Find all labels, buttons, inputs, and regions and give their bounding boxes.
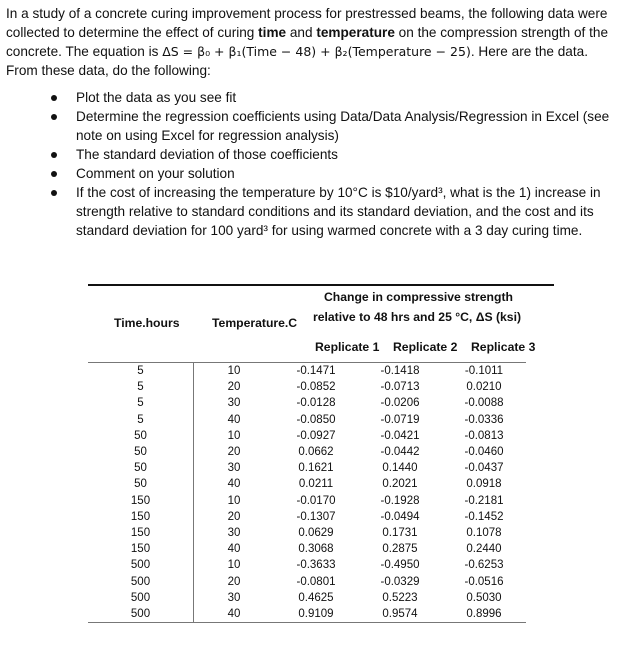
table-row bbox=[88, 573, 526, 589]
table-row bbox=[88, 412, 526, 428]
cell-replicate-3: 0.0918 bbox=[466, 478, 502, 491]
table-row bbox=[88, 379, 526, 395]
cell-replicate-1: -0.0128 bbox=[296, 397, 336, 410]
cell-replicate-2: -0.0719 bbox=[380, 413, 420, 426]
cell-replicate-1: 0.0629 bbox=[298, 526, 334, 539]
cell-replicate-3: -0.0437 bbox=[464, 462, 504, 475]
column-header-replicate-2: Replicate 2 bbox=[393, 340, 458, 354]
cell-time: 50 bbox=[88, 444, 194, 460]
table-row bbox=[88, 493, 526, 509]
cell-replicate-1: -0.0850 bbox=[296, 413, 336, 426]
task-item bbox=[6, 164, 621, 183]
cell-time: 150 bbox=[88, 509, 194, 525]
column-header-replicate-1: Replicate 1 bbox=[315, 340, 380, 354]
intro-text-3: on the compression strength of the concrete. The equation is bbox=[6, 25, 608, 59]
column-header-replicate-3: Replicate 3 bbox=[471, 340, 536, 354]
cell-replicate-1: -0.1471 bbox=[274, 363, 358, 380]
cell-temperature: 10 bbox=[194, 363, 275, 380]
cell-replicate-2: -0.0206 bbox=[380, 397, 420, 410]
task-item bbox=[6, 145, 621, 164]
task-item bbox=[6, 107, 621, 145]
cell-time: 50 bbox=[88, 460, 194, 476]
cell-replicate-1: -0.3633 bbox=[296, 559, 336, 572]
cell-time: 150 bbox=[88, 541, 194, 557]
bullet-icon bbox=[51, 190, 57, 196]
intro-bold-temperature: temperature bbox=[316, 25, 395, 40]
table-row bbox=[88, 363, 526, 380]
cell-time: 5 bbox=[88, 395, 194, 411]
cell-replicate-3: -0.0460 bbox=[464, 446, 504, 459]
cell-replicate-3: -0.0336 bbox=[464, 413, 504, 426]
table-top-rule bbox=[88, 284, 554, 286]
cell-time: 150 bbox=[88, 525, 194, 541]
task-text: Determine the regression coefficients using Data/Data Analysis/Regression in Excel (see note on using Excel for regression analysis) bbox=[76, 109, 610, 143]
cell-replicate-3: -0.6253 bbox=[464, 559, 504, 572]
cell-replicate-3: 0.5030 bbox=[466, 591, 502, 604]
task-text: The standard deviation of those coefficients bbox=[76, 147, 338, 162]
task-item bbox=[6, 88, 621, 107]
cell-replicate-1: 0.3068 bbox=[298, 543, 334, 556]
cell-replicate-2: 0.5223 bbox=[382, 591, 418, 604]
task-item bbox=[6, 183, 621, 240]
cell-replicate-2: -0.0442 bbox=[380, 446, 420, 459]
cell-replicate-3: -0.0516 bbox=[464, 575, 504, 588]
cell-temperature: 30 bbox=[227, 526, 241, 539]
cell-time: 5 bbox=[88, 363, 194, 380]
cell-replicate-3: 0.8996 bbox=[442, 606, 526, 623]
intro-bold-time: time bbox=[258, 25, 287, 40]
cell-replicate-2: -0.0494 bbox=[380, 510, 420, 523]
cell-temperature: 40 bbox=[227, 478, 241, 491]
column-header-time: Time.hours bbox=[114, 316, 180, 330]
bullet-icon bbox=[51, 171, 57, 177]
bullet-icon bbox=[51, 114, 57, 120]
cell-replicate-1: 0.4625 bbox=[298, 591, 334, 604]
cell-replicate-2: -0.0421 bbox=[380, 429, 420, 442]
intro-text-4: . Here are the data. From these data, do the following: bbox=[6, 44, 588, 78]
group-header-line-2: relative to 48 hrs and 25 °C, ΔS (ksi) bbox=[313, 310, 522, 324]
bullet-icon bbox=[51, 152, 57, 158]
cell-temperature: 40 bbox=[194, 606, 275, 623]
table-row bbox=[88, 428, 526, 444]
cell-replicate-2: -0.1928 bbox=[380, 494, 420, 507]
cell-replicate-2: 0.1440 bbox=[382, 462, 418, 475]
table-row bbox=[88, 509, 526, 525]
task-text: Plot the data as you see fit bbox=[76, 90, 237, 105]
cell-replicate-1: -0.1307 bbox=[296, 510, 336, 523]
column-header-temperature: Temperature.C bbox=[212, 316, 298, 330]
table-body bbox=[88, 362, 554, 623]
intro-text-1: In a study of a concrete curing improvement process for prestressed beams, the following data were collected to determine the effect of curing bbox=[6, 6, 608, 40]
cell-replicate-3: 0.0210 bbox=[466, 381, 502, 394]
cell-replicate-3: -0.0088 bbox=[464, 397, 504, 410]
cell-replicate-2: -0.0713 bbox=[380, 381, 420, 394]
cell-replicate-2: 0.2875 bbox=[382, 543, 418, 556]
bullet-icon bbox=[51, 95, 57, 101]
cell-replicate-1: -0.0801 bbox=[296, 575, 336, 588]
cell-replicate-1: 0.0211 bbox=[298, 478, 334, 491]
cell-replicate-3: 0.2440 bbox=[466, 543, 502, 556]
cell-time: 500 bbox=[88, 590, 194, 606]
table-row bbox=[88, 606, 526, 623]
cell-replicate-1: 0.0662 bbox=[298, 446, 334, 459]
cell-replicate-1: -0.0170 bbox=[296, 494, 336, 507]
cell-replicate-2: -0.1418 bbox=[358, 363, 442, 380]
cell-time: 500 bbox=[88, 557, 194, 573]
task-text: Comment on your solution bbox=[76, 166, 235, 181]
cell-temperature: 10 bbox=[227, 429, 241, 442]
table-row bbox=[88, 444, 526, 460]
cell-time: 5 bbox=[88, 379, 194, 395]
table-row bbox=[88, 590, 526, 606]
cell-temperature: 30 bbox=[227, 462, 241, 475]
cell-replicate-3: -0.1011 bbox=[442, 363, 526, 380]
table-row bbox=[88, 460, 526, 476]
cell-temperature: 20 bbox=[227, 446, 241, 459]
group-header-line-1: Change in compressive strength bbox=[324, 290, 513, 304]
cell-replicate-3: 0.1078 bbox=[466, 526, 502, 539]
cell-time: 500 bbox=[88, 606, 194, 623]
cell-time: 150 bbox=[88, 493, 194, 509]
cell-temperature: 20 bbox=[227, 575, 241, 588]
cell-replicate-2: 0.9574 bbox=[358, 606, 442, 623]
cell-temperature: 20 bbox=[227, 510, 241, 523]
problem-statement bbox=[6, 4, 621, 240]
cell-temperature: 30 bbox=[227, 397, 241, 410]
cell-temperature: 30 bbox=[227, 591, 241, 604]
cell-temperature: 40 bbox=[227, 543, 241, 556]
table-row bbox=[88, 395, 526, 411]
cell-temperature: 10 bbox=[227, 559, 241, 572]
regression-equation: ΔS = β₀ + β₁(Time − 48) + β₂(Temperature − 25) bbox=[162, 44, 471, 59]
intro-text-2: and bbox=[286, 25, 317, 40]
cell-time: 50 bbox=[88, 428, 194, 444]
cell-temperature: 20 bbox=[227, 381, 241, 394]
cell-time: 500 bbox=[88, 573, 194, 589]
cell-replicate-2: 0.1731 bbox=[382, 526, 418, 539]
cell-replicate-1: -0.0852 bbox=[296, 381, 336, 394]
cell-replicate-3: -0.0813 bbox=[464, 429, 504, 442]
cell-replicate-1: 0.9109 bbox=[274, 606, 358, 623]
cell-time: 50 bbox=[88, 476, 194, 492]
cell-replicate-2: -0.0329 bbox=[380, 575, 420, 588]
intro-paragraph bbox=[6, 4, 621, 80]
table-row bbox=[88, 541, 526, 557]
task-text: If the cost of increasing the temperature by 10°C is $10/yard³, what is the 1) increase in strength relative to standard conditions and its standard deviation, and the cost and its standard deviation for 100 yard³ for using warmed concrete with a 3 day curing time. bbox=[76, 185, 601, 238]
cell-replicate-1: 0.1621 bbox=[298, 462, 334, 475]
cell-replicate-1: -0.0927 bbox=[296, 429, 336, 442]
table-row bbox=[88, 476, 526, 492]
cell-time: 5 bbox=[88, 412, 194, 428]
cell-temperature: 40 bbox=[227, 413, 241, 426]
cell-replicate-2: -0.4950 bbox=[380, 559, 420, 572]
cell-temperature: 10 bbox=[227, 494, 241, 507]
table-row bbox=[88, 557, 526, 573]
table-row bbox=[88, 525, 526, 541]
task-list bbox=[6, 88, 621, 240]
cell-replicate-3: -0.1452 bbox=[464, 510, 504, 523]
cell-replicate-2: 0.2021 bbox=[382, 478, 418, 491]
cell-replicate-3: -0.2181 bbox=[464, 494, 504, 507]
